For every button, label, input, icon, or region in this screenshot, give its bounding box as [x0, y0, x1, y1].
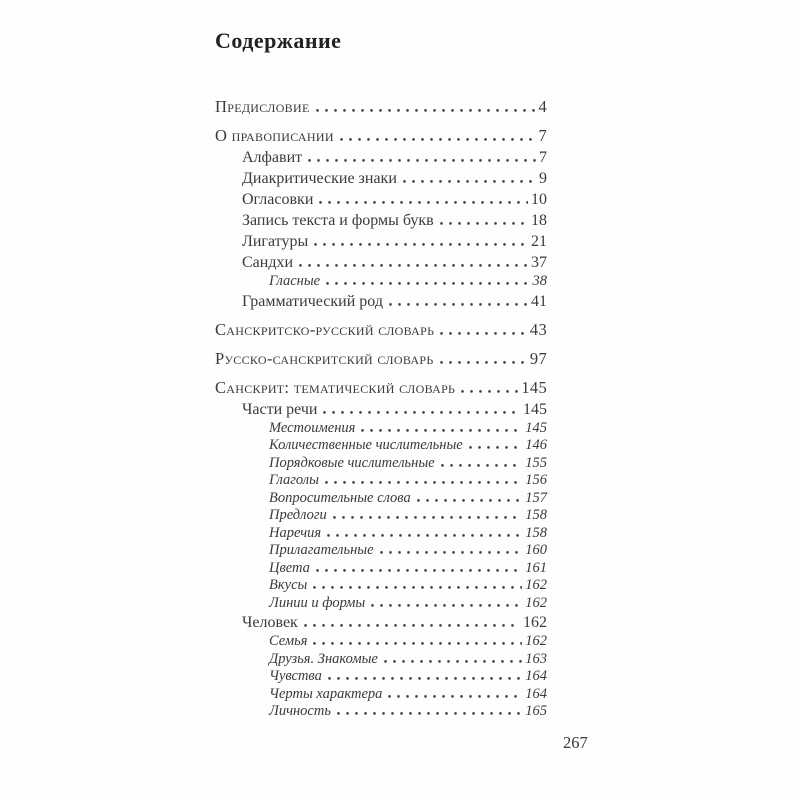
toc-entry — [215, 273, 547, 291]
toc-entry-label: Вкусы — [269, 577, 308, 593]
toc-entry-label: Алфавит — [242, 149, 303, 166]
toc-entry-label: Цвета — [269, 559, 310, 576]
toc-entry-page: 163 — [525, 650, 547, 667]
toc-entry — [215, 210, 547, 231]
dot-leader — [323, 410, 520, 414]
dot-leader — [337, 711, 522, 715]
toc-entry-page: 161 — [525, 559, 547, 576]
toc-entry — [215, 399, 547, 420]
toc-entry-page: 145 — [523, 400, 547, 418]
toc-entry-label: Гласные — [269, 273, 321, 289]
toc-entry-label: Лигатуры — [242, 233, 309, 250]
dot-leader — [440, 331, 527, 335]
toc-entry-page: 155 — [525, 454, 547, 471]
toc-entry — [215, 168, 547, 189]
toc-entry — [215, 668, 547, 686]
dot-leader — [469, 445, 523, 449]
toc-entry-page: 7 — [539, 149, 547, 166]
dot-leader — [333, 515, 522, 519]
dot-leader — [319, 200, 528, 204]
toc-entry — [215, 348, 547, 370]
dot-leader — [389, 302, 528, 306]
dot-leader — [313, 585, 522, 589]
toc-entry — [215, 189, 547, 210]
toc-entry-label: Черты характера — [269, 685, 383, 702]
dot-leader — [328, 676, 522, 680]
dot-leader — [384, 659, 522, 663]
toc-entry — [215, 231, 547, 252]
dot-leader — [326, 281, 529, 285]
toc-entry — [215, 420, 547, 438]
toc-entry — [215, 633, 547, 651]
toc-entry-label: Санскритско-русский словарь — [215, 319, 435, 339]
toc-entry-label: Личность — [269, 703, 331, 719]
toc-entry-page: 9 — [539, 170, 547, 187]
dot-leader — [461, 389, 518, 393]
dot-leader — [313, 641, 522, 645]
toc-entry — [215, 147, 547, 168]
toc-entry-label: О правописании — [215, 126, 334, 145]
toc-entry-label: Линии и формы — [269, 594, 366, 611]
toc-entry-label: Сандхи — [242, 254, 294, 271]
toc-entry-page: 10 — [531, 191, 547, 208]
toc-entry — [215, 703, 547, 721]
toc-entry-label: Запись текста и формы букв — [242, 212, 434, 229]
toc-entry-label: Предисловие — [215, 97, 310, 116]
toc-entry-label: Количественные числительные — [269, 437, 463, 453]
toc-entry-page: 7 — [538, 126, 547, 145]
dot-leader — [371, 603, 522, 607]
toc-entry — [215, 377, 547, 399]
dot-leader — [403, 179, 536, 183]
toc-entry — [215, 437, 547, 455]
toc-entry — [215, 525, 547, 543]
dot-leader — [299, 263, 528, 267]
toc-entry-page: 43 — [529, 319, 547, 339]
toc-entry-page: 146 — [525, 437, 547, 453]
dot-leader — [361, 428, 522, 432]
toc-entry-page: 162 — [525, 577, 547, 593]
toc-entry — [215, 560, 547, 578]
toc-entry-page: 162 — [525, 594, 547, 611]
toc-entry — [215, 96, 547, 118]
dot-leader — [441, 463, 523, 467]
dot-leader — [417, 498, 523, 502]
toc-entry-label: Семья — [269, 633, 308, 649]
table-of-contents — [215, 28, 547, 721]
toc-entry-label: Порядковые числительные — [269, 454, 435, 471]
toc-entry-label: Предлоги — [269, 507, 327, 523]
toc-entry — [215, 507, 547, 525]
toc-entry-page: 164 — [525, 685, 547, 702]
toc-entry-page: 164 — [525, 668, 547, 684]
toc-entry-label: Глаголы — [269, 472, 319, 488]
toc-entry — [215, 490, 547, 508]
dot-leader — [340, 137, 536, 141]
toc-entry-page: 162 — [523, 614, 547, 631]
toc-entry-label: Русско-санскритский словарь — [215, 348, 434, 368]
toc-entry-page: 21 — [531, 233, 547, 250]
dot-leader — [388, 694, 522, 698]
toc-entry-label: Наречия — [269, 524, 322, 541]
toc-list — [215, 96, 547, 721]
dot-leader — [304, 623, 520, 627]
toc-entry-page: 157 — [525, 489, 547, 506]
toc-entry — [215, 291, 547, 312]
toc-entry-label: Вопросительные слова — [269, 489, 411, 506]
toc-entry-label: Чувства — [269, 668, 322, 684]
toc-entry-page: 41 — [531, 292, 547, 310]
toc-entry-label: Диакритические знаки — [242, 170, 397, 187]
dot-leader — [316, 108, 536, 112]
toc-entry-label: Санскрит: тематический словарь — [215, 377, 456, 397]
toc-entry — [215, 542, 547, 560]
dot-leader — [327, 533, 522, 537]
toc-entry — [215, 612, 547, 633]
dot-leader — [440, 221, 528, 225]
toc-entry — [215, 651, 547, 669]
toc-entry-page: 160 — [525, 542, 547, 558]
page-number: 267 — [563, 733, 588, 752]
toc-entry — [215, 472, 547, 490]
toc-entry — [215, 455, 547, 473]
toc-entry-label: Друзья. Знакомые — [269, 650, 378, 667]
toc-entry-label: Прилагательные — [269, 542, 374, 558]
dot-leader — [325, 480, 522, 484]
dot-leader — [440, 360, 527, 364]
toc-entry — [215, 686, 547, 704]
dot-leader — [314, 242, 528, 246]
toc-entry-label: Части речи — [242, 400, 318, 418]
toc-entry-page: 4 — [538, 97, 547, 116]
toc-entry-label: Местоимения — [269, 419, 356, 436]
toc-entry-label: Огласовки — [242, 191, 314, 208]
toc-entry-page: 162 — [525, 633, 547, 649]
toc-entry-page: 38 — [532, 273, 547, 289]
toc-entry-label: Грамматический род — [242, 292, 383, 310]
toc-entry-page: 18 — [531, 212, 547, 229]
dot-leader — [308, 158, 536, 162]
toc-entry-page: 145 — [521, 377, 547, 397]
toc-entry-label: Человек — [242, 614, 298, 631]
toc-entry-page: 158 — [525, 507, 547, 523]
toc-entry-page: 37 — [531, 254, 547, 271]
toc-entry-page: 156 — [525, 472, 547, 488]
toc-entry-page: 165 — [525, 703, 547, 719]
toc-entry — [215, 252, 547, 273]
toc-entry-page: 97 — [529, 348, 547, 368]
toc-entry-page: 145 — [525, 419, 547, 436]
toc-entry-page: 158 — [525, 524, 547, 541]
toc-entry — [215, 125, 547, 147]
toc-entry — [215, 577, 547, 595]
toc-entry — [215, 595, 547, 613]
dot-leader — [380, 550, 523, 554]
page-title: Содержание — [215, 28, 342, 53]
toc-entry — [215, 319, 547, 341]
dot-leader — [316, 568, 522, 572]
